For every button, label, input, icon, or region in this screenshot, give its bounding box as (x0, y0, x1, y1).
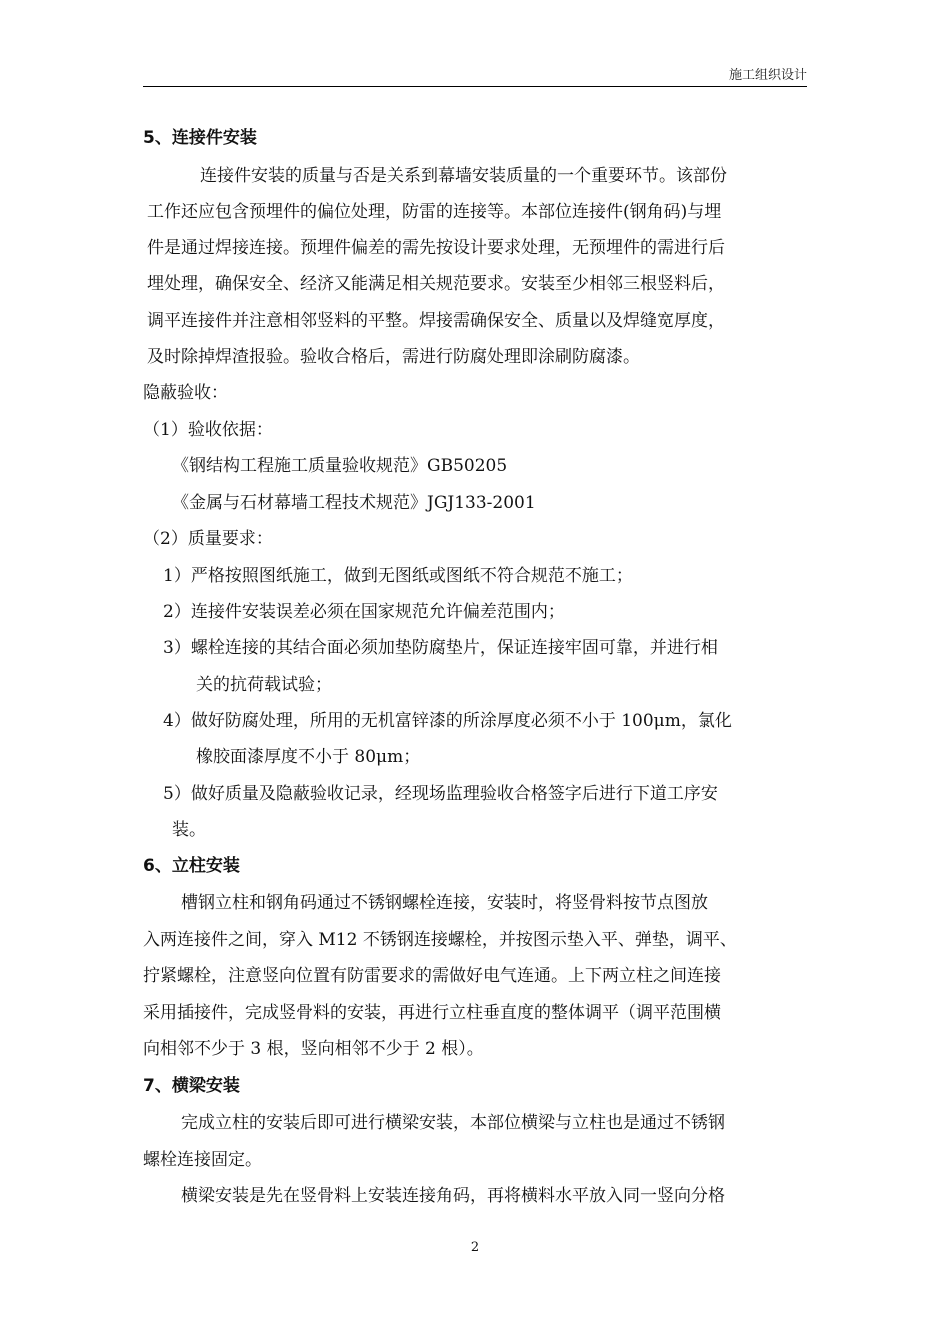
quality-item: 1）严格按照图纸施工，做到无图纸或图纸不符合规范不施工； (163, 566, 633, 586)
paragraph-line: 横梁安装是先在竖骨料上安装连接角码，再将横料水平放入同一竖向分格 (181, 1186, 725, 1206)
section-7-heading: 7、横梁安装 (143, 1076, 240, 1096)
quality-item: 4）做好防腐处理，所用的无机富锌漆的所涂厚度必须不小于 100μm，氯化 (163, 711, 732, 731)
paragraph-line: 连接件安装的质量与否是关系到幕墙安装质量的一个重要环节。该部份 (200, 166, 727, 186)
header-rule (143, 86, 807, 87)
paragraph-line: 采用插接件，完成竖骨料的安装，再进行立柱垂直度的整体调平（调平范围横 (143, 1003, 721, 1023)
quality-item: 3）螺栓连接的其结合面必须加垫防腐垫片，保证连接牢固可靠，并进行相 (163, 638, 718, 658)
header-title: 施工组织设计 (728, 68, 807, 83)
paragraph-line: 调平连接件并注意相邻竖料的平整。焊接需确保安全、质量以及焊缝宽厚度， (147, 311, 725, 331)
section-6-heading: 6、立柱安装 (143, 856, 240, 876)
paragraph-line: 件是通过焊接连接。预埋件偏差的需先按设计要求处理，无预埋件的需进行后 (147, 238, 725, 258)
paragraph-line: 及时除掉焊渣报验。验收合格后，需进行防腐处理即涂刷防腐漆。 (147, 347, 640, 367)
paragraph-line: 工作还应包含预埋件的偏位处理，防雷的连接等。本部位连接件(钢角码)与埋 (147, 202, 722, 222)
quality-item-continued: 关的抗荷载试验； (196, 675, 332, 695)
quality-item: 5）做好质量及隐蔽验收记录，经现场监理验收合格签字后进行下道工序安 (163, 784, 718, 804)
paragraph-line: 向相邻不少于 3 根，竖向相邻不少于 2 根）。 (143, 1039, 484, 1059)
quality-item: 2）连接件安装误差必须在国家规范允许偏差范围内； (163, 602, 565, 622)
paragraph-line: 埋处理，确保安全、经济又能满足相关规范要求。安装至少相邻三根竖料后， (147, 274, 725, 294)
paragraph-line: 入两连接件之间，穿入 M12 不锈钢连接螺栓，并按图示垫入平、弹垫，调平、 (143, 930, 737, 950)
hidden-acceptance-label: 隐蔽验收： (143, 383, 228, 403)
paragraph-line: 螺栓连接固定。 (143, 1150, 262, 1170)
section-5-heading: 5、连接件安装 (143, 128, 257, 148)
quality-item-continued: 装。 (172, 820, 206, 840)
standard-reference: 《钢结构工程施工质量验收规范》GB50205 (172, 456, 508, 476)
paragraph-line: 拧紧螺栓，注意竖向位置有防雷要求的需做好电气连通。上下两立柱之间连接 (143, 966, 721, 986)
paragraph-line: 完成立柱的安装后即可进行横梁安装，本部位横梁与立柱也是通过不锈钢 (181, 1113, 725, 1133)
page-number: 2 (470, 1240, 480, 1255)
acceptance-basis-title: （1）验收依据： (143, 420, 273, 440)
quality-requirements-title: （2）质量要求： (143, 529, 273, 549)
paragraph-line: 槽钢立柱和钢角码通过不锈钢螺栓连接，安装时，将竖骨料按节点图放 (181, 893, 708, 913)
quality-item-continued: 橡胶面漆厚度不小于 80μm； (196, 747, 421, 767)
standard-reference: 《金属与石材幕墙工程技术规范》JGJ133-2001 (172, 493, 536, 513)
